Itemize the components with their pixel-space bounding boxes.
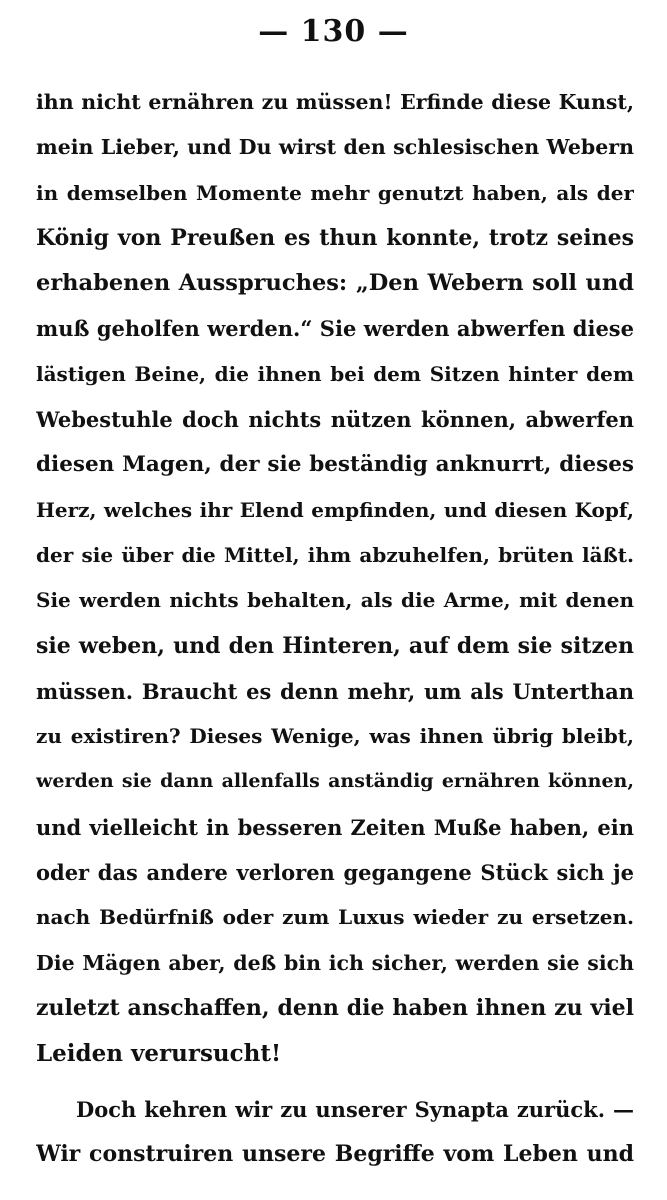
text-line: sie weben, und den Hinteren, auf dem sie sitzen: [36, 632, 634, 659]
text-line: Doch kehren wir zu unserer Synapta zurück. —: [76, 1096, 634, 1122]
text-line: Herz, welches ihr Elend empfinden, und diesen Kopf,: [36, 497, 634, 522]
paragraph-1: [36, 80, 634, 1077]
text-line: muß geholfen werden.“ Sie werden abwerfen diese: [36, 316, 634, 342]
text-line: lästigen Beine, die ihnen bei dem Sitzen hinter dem: [36, 361, 634, 386]
text-line: der sie über die Mittel, ihm abzuhelfen, brüten läßt.: [36, 542, 634, 567]
body-text: [36, 80, 634, 1177]
page-number-header: — 130 —: [258, 14, 409, 49]
text-line: mein Lieber, und Du wirst den schlesischen Webern: [36, 135, 634, 160]
text-line: ihn nicht ernähren zu müssen! Erfinde diese Kunst,: [36, 90, 634, 114]
text-line: oder das andere verloren gegangene Stück sich je: [36, 860, 634, 886]
paragraph-2: [36, 1087, 634, 1178]
text-line: diesen Magen, der sie beständig anknurrt, dieses: [36, 452, 634, 478]
text-line: König von Preußen es thun konnte, trotz seines: [36, 224, 634, 251]
text-line: Sie werden nichts behalten, als die Arme, mit denen: [36, 588, 634, 613]
text-line: werden sie dann allenfalls anständig ernähren können,: [36, 770, 634, 793]
text-line: müssen. Braucht es denn mehr, um als Unterthan: [36, 678, 634, 704]
text-line: und vielleicht in besseren Zeiten Muße haben, ein: [36, 814, 634, 840]
text-line: Webestuhle doch nichts nützen können, abwerfen: [36, 407, 634, 433]
text-line: in demselben Momente mehr genutzt haben, als der: [36, 180, 634, 205]
text-line: Leiden verursucht!: [36, 1040, 282, 1068]
text-line: Die Mägen aber, deß bin ich sicher, werden sie sich: [36, 950, 634, 975]
text-line: erhabenen Ausspruches: „Den Webern soll und: [36, 270, 634, 297]
text-line: nach Bedürfniß oder zum Luxus wieder zu ersetzen.: [36, 905, 634, 930]
text-line: Wir construiren unsere Begriffe vom Leben und: [36, 1140, 634, 1167]
text-line: zuletzt anschaffen, denn die haben ihnen zu viel: [36, 994, 634, 1021]
text-line: zu existiren? Dieses Wenige, was ihnen übrig bleibt,: [36, 724, 634, 749]
paragraph-spacer: [36, 1077, 634, 1087]
